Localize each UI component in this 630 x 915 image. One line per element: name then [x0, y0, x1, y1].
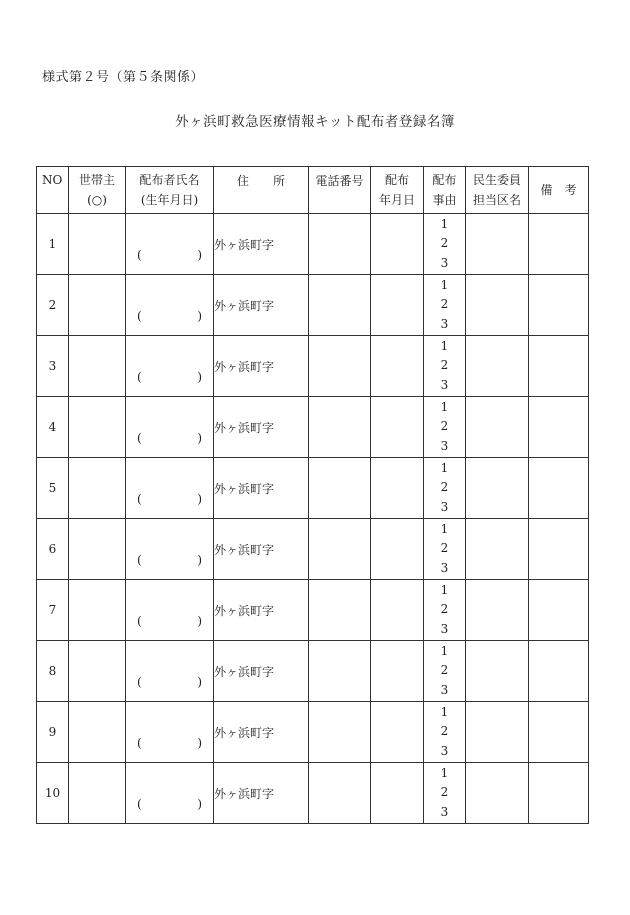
welfare-district-cell[interactable] [466, 214, 529, 275]
reason-option: 1 [440, 216, 449, 231]
address-cell[interactable] [214, 641, 309, 702]
header-address: 住 所 [214, 167, 309, 214]
remarks-cell[interactable] [529, 580, 589, 641]
reason-option: 3 [440, 804, 449, 819]
householder-cell[interactable] [69, 641, 126, 702]
recipient-name-cell[interactable] [126, 458, 214, 519]
reason-option: 1 [440, 460, 449, 475]
reason-option: 1 [440, 277, 449, 292]
householder-cell[interactable] [69, 397, 126, 458]
householder-cell[interactable] [69, 336, 126, 397]
recipient-name-cell[interactable] [126, 702, 214, 763]
row-number: 1 [37, 214, 69, 275]
header-recipient-name: 配布者氏名 (生年月日) [126, 167, 214, 214]
header-remarks: 備 考 [529, 167, 589, 214]
welfare-district-cell[interactable] [466, 275, 529, 336]
address-prefix: 外ヶ浜町字 [214, 481, 275, 496]
address-cell[interactable] [214, 763, 309, 824]
phone-cell[interactable] [309, 214, 371, 275]
birthdate-parentheses: ( ) [137, 614, 202, 628]
birthdate-parentheses: ( ) [137, 431, 202, 445]
reason-option: 2 [440, 663, 449, 678]
distribution-date-cell[interactable] [371, 214, 424, 275]
householder-cell[interactable] [69, 702, 126, 763]
distribution-date-cell[interactable] [371, 580, 424, 641]
address-prefix: 外ヶ浜町字 [214, 420, 275, 435]
header-distribution-reason: 配布 事由 [424, 167, 466, 214]
distribution-reason-cell[interactable] [424, 641, 466, 702]
registration-table [36, 166, 589, 824]
row-number: 5 [37, 458, 69, 519]
header-distribution-date: 配布 年月日 [371, 167, 424, 214]
reason-option: 3 [440, 499, 449, 514]
distribution-reason-cell[interactable] [424, 458, 466, 519]
address-cell[interactable] [214, 580, 309, 641]
row-number: 8 [37, 641, 69, 702]
phone-cell[interactable] [309, 641, 371, 702]
welfare-district-cell[interactable] [466, 397, 529, 458]
table-header-row [37, 167, 589, 214]
reason-option: 3 [440, 621, 449, 636]
reason-option: 2 [440, 236, 449, 251]
birthdate-parentheses: ( ) [137, 370, 202, 384]
row-number: 3 [37, 336, 69, 397]
address-cell[interactable] [214, 397, 309, 458]
row-number: 2 [37, 275, 69, 336]
table-row [37, 519, 589, 580]
row-number: 7 [37, 580, 69, 641]
remarks-cell[interactable] [529, 458, 589, 519]
table-row [37, 702, 589, 763]
distribution-date-cell[interactable] [371, 702, 424, 763]
reason-option: 3 [440, 255, 449, 270]
remarks-cell[interactable] [529, 275, 589, 336]
reason-option: 2 [440, 541, 449, 556]
reason-option: 2 [440, 724, 449, 739]
distribution-date-cell[interactable] [371, 519, 424, 580]
reason-option: 2 [440, 785, 449, 800]
householder-cell[interactable] [69, 214, 126, 275]
address-prefix: 外ヶ浜町字 [214, 725, 275, 740]
welfare-district-cell[interactable] [466, 580, 529, 641]
recipient-name-cell[interactable] [126, 519, 214, 580]
welfare-district-cell[interactable] [466, 458, 529, 519]
reason-option: 3 [440, 438, 449, 453]
phone-cell[interactable] [309, 763, 371, 824]
address-cell[interactable] [214, 214, 309, 275]
remarks-cell[interactable] [529, 763, 589, 824]
recipient-name-cell[interactable] [126, 397, 214, 458]
document-title: 外ヶ浜町救急医療情報キット配布者登録名簿 [175, 114, 455, 130]
header-no: NO [37, 167, 69, 214]
distribution-date-cell[interactable] [371, 275, 424, 336]
distribution-reason-cell[interactable] [424, 519, 466, 580]
address-cell[interactable] [214, 336, 309, 397]
address-cell[interactable] [214, 519, 309, 580]
remarks-cell[interactable] [529, 641, 589, 702]
distribution-date-cell[interactable] [371, 641, 424, 702]
reason-option: 3 [440, 377, 449, 392]
address-prefix: 外ヶ浜町字 [214, 359, 275, 374]
table-row [37, 336, 589, 397]
reason-option: 2 [440, 419, 449, 434]
distribution-reason-cell[interactable] [424, 580, 466, 641]
reason-option: 1 [440, 582, 449, 597]
remarks-cell[interactable] [529, 336, 589, 397]
address-prefix: 外ヶ浜町字 [214, 664, 275, 679]
distribution-date-cell[interactable] [371, 458, 424, 519]
phone-cell[interactable] [309, 458, 371, 519]
recipient-name-cell[interactable] [126, 214, 214, 275]
birthdate-parentheses: ( ) [137, 675, 202, 689]
birthdate-parentheses: ( ) [137, 492, 202, 506]
distribution-reason-cell[interactable] [424, 336, 466, 397]
phone-cell[interactable] [309, 336, 371, 397]
phone-cell[interactable] [309, 580, 371, 641]
birthdate-parentheses: ( ) [137, 248, 202, 262]
address-prefix: 外ヶ浜町字 [214, 298, 275, 313]
phone-cell[interactable] [309, 702, 371, 763]
recipient-name-cell[interactable] [126, 763, 214, 824]
reason-option: 1 [440, 765, 449, 780]
birthdate-parentheses: ( ) [137, 797, 202, 811]
address-prefix: 外ヶ浜町字 [214, 237, 275, 252]
reason-option: 1 [440, 338, 449, 353]
header-householder: 世帯主 (○) [69, 167, 126, 214]
table-row [37, 580, 589, 641]
distribution-date-cell[interactable] [371, 336, 424, 397]
birthdate-parentheses: ( ) [137, 553, 202, 567]
address-prefix: 外ヶ浜町字 [214, 542, 275, 557]
phone-cell[interactable] [309, 519, 371, 580]
table-row [37, 214, 589, 275]
remarks-cell[interactable] [529, 397, 589, 458]
reason-option: 1 [440, 643, 449, 658]
phone-cell[interactable] [309, 397, 371, 458]
reason-option: 2 [440, 602, 449, 617]
reason-option: 3 [440, 743, 449, 758]
distribution-reason-cell[interactable] [424, 702, 466, 763]
table-row [37, 641, 589, 702]
table-row [37, 458, 589, 519]
address-prefix: 外ヶ浜町字 [214, 786, 275, 801]
reason-option: 2 [440, 358, 449, 373]
distribution-date-cell[interactable] [371, 397, 424, 458]
reason-option: 3 [440, 316, 449, 331]
welfare-district-cell[interactable] [466, 519, 529, 580]
table-row [37, 397, 589, 458]
welfare-district-cell[interactable] [466, 336, 529, 397]
reason-option: 1 [440, 704, 449, 719]
header-welfare-district: 民生委員 担当区名 [466, 167, 529, 214]
address-cell[interactable] [214, 275, 309, 336]
address-cell[interactable] [214, 458, 309, 519]
distribution-reason-cell[interactable] [424, 275, 466, 336]
reason-option: 3 [440, 560, 449, 575]
distribution-date-cell[interactable] [371, 763, 424, 824]
distribution-reason-cell[interactable] [424, 214, 466, 275]
row-number: 9 [37, 702, 69, 763]
recipient-name-cell[interactable] [126, 275, 214, 336]
welfare-district-cell[interactable] [466, 641, 529, 702]
recipient-name-cell[interactable] [126, 336, 214, 397]
address-cell[interactable] [214, 702, 309, 763]
householder-cell[interactable] [69, 275, 126, 336]
recipient-name-cell[interactable] [126, 580, 214, 641]
row-number: 6 [37, 519, 69, 580]
reason-option: 1 [440, 521, 449, 536]
reason-option: 2 [440, 297, 449, 312]
birthdate-parentheses: ( ) [137, 736, 202, 750]
remarks-cell[interactable] [529, 702, 589, 763]
form-number: 様式第２号（第５条関係） [42, 70, 205, 85]
householder-cell[interactable] [69, 519, 126, 580]
recipient-name-cell[interactable] [126, 641, 214, 702]
row-number: 10 [37, 763, 69, 824]
header-phone: 電話番号 [309, 167, 371, 214]
address-prefix: 外ヶ浜町字 [214, 603, 275, 618]
reason-option: 3 [440, 682, 449, 697]
row-number: 4 [37, 397, 69, 458]
reason-option: 1 [440, 399, 449, 414]
householder-cell[interactable] [69, 580, 126, 641]
welfare-district-cell[interactable] [466, 702, 529, 763]
reason-option: 2 [440, 480, 449, 495]
birthdate-parentheses: ( ) [137, 309, 202, 323]
householder-cell[interactable] [69, 458, 126, 519]
distribution-reason-cell[interactable] [424, 397, 466, 458]
phone-cell[interactable] [309, 275, 371, 336]
table-row [37, 275, 589, 336]
distribution-reason-cell[interactable] [424, 763, 466, 824]
remarks-cell[interactable] [529, 214, 589, 275]
welfare-district-cell[interactable] [466, 763, 529, 824]
remarks-cell[interactable] [529, 519, 589, 580]
table-row [37, 763, 589, 824]
householder-cell[interactable] [69, 763, 126, 824]
